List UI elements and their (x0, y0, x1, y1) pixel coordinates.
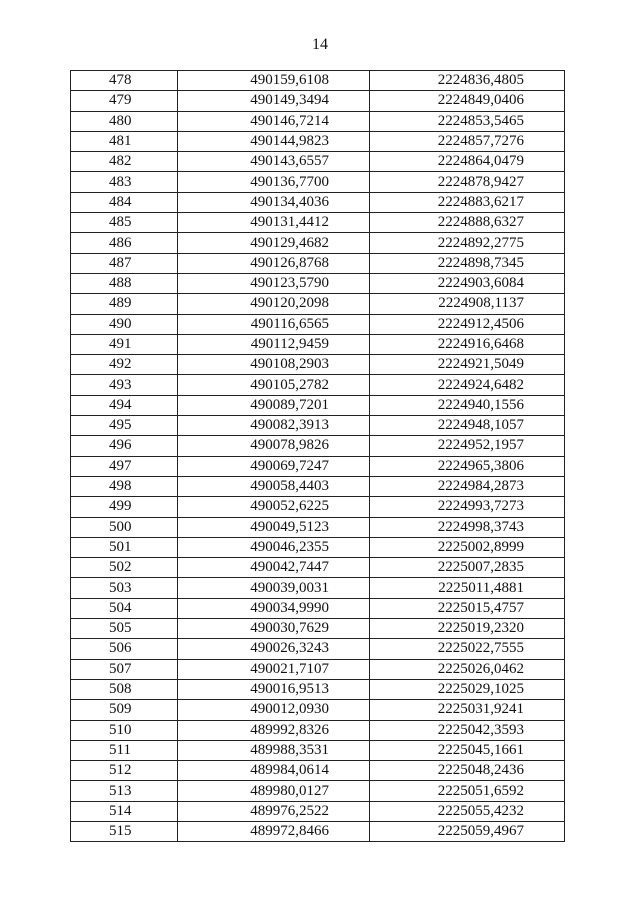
y-coordinate-cell: 2224849,0406 (370, 91, 565, 111)
x-coordinate-cell: 489984,0614 (178, 761, 370, 781)
y-coordinate-cell: 2224898,7345 (370, 253, 565, 273)
table-row (71, 71, 565, 91)
y-coordinate-cell: 2224940,1556 (370, 395, 565, 415)
x-coordinate-cell: 490082,3913 (178, 416, 370, 436)
point-number-cell: 485 (71, 213, 178, 233)
table-row (71, 476, 565, 496)
table-row (71, 294, 565, 314)
y-coordinate-cell: 2225011,4881 (370, 578, 565, 598)
table-row (71, 740, 565, 760)
point-number-cell: 483 (71, 172, 178, 192)
table-row (71, 781, 565, 801)
table-row (71, 619, 565, 639)
point-number-cell: 514 (71, 801, 178, 821)
x-coordinate-cell: 490116,6565 (178, 314, 370, 334)
x-coordinate-cell: 490069,7247 (178, 456, 370, 476)
x-coordinate-cell: 490042,7447 (178, 558, 370, 578)
table-row (71, 152, 565, 172)
point-number-cell: 497 (71, 456, 178, 476)
point-number-cell: 484 (71, 192, 178, 212)
point-number-cell: 480 (71, 111, 178, 131)
x-coordinate-cell: 490105,2782 (178, 375, 370, 395)
table-row (71, 598, 565, 618)
point-number-cell: 499 (71, 497, 178, 517)
y-coordinate-cell: 2224883,6217 (370, 192, 565, 212)
x-coordinate-cell: 489976,2522 (178, 801, 370, 821)
x-coordinate-cell: 490134,4036 (178, 192, 370, 212)
coordinates-table (70, 70, 565, 842)
point-number-cell: 478 (71, 71, 178, 91)
x-coordinate-cell: 489972,8466 (178, 821, 370, 841)
x-coordinate-cell: 490078,9826 (178, 436, 370, 456)
x-coordinate-cell: 490108,2903 (178, 355, 370, 375)
table-row (71, 821, 565, 841)
table-row (71, 639, 565, 659)
x-coordinate-cell: 490046,2355 (178, 537, 370, 557)
y-coordinate-cell: 2224916,6468 (370, 334, 565, 354)
y-coordinate-cell: 2224857,7276 (370, 131, 565, 151)
y-coordinate-cell: 2225029,1025 (370, 679, 565, 699)
table-row (71, 416, 565, 436)
point-number-cell: 505 (71, 619, 178, 639)
point-number-cell: 507 (71, 659, 178, 679)
x-coordinate-cell: 489992,8326 (178, 720, 370, 740)
x-coordinate-cell: 490144,9823 (178, 131, 370, 151)
point-number-cell: 489 (71, 294, 178, 314)
x-coordinate-cell: 490146,7214 (178, 111, 370, 131)
x-coordinate-cell: 490021,7107 (178, 659, 370, 679)
x-coordinate-cell: 490058,4403 (178, 476, 370, 496)
point-number-cell: 490 (71, 314, 178, 334)
table-row (71, 436, 565, 456)
y-coordinate-cell: 2224965,3806 (370, 456, 565, 476)
table-row (71, 192, 565, 212)
table-row (71, 761, 565, 781)
point-number-cell: 488 (71, 273, 178, 293)
point-number-cell: 500 (71, 517, 178, 537)
table-row (71, 537, 565, 557)
x-coordinate-cell: 490149,3494 (178, 91, 370, 111)
x-coordinate-cell: 490052,6225 (178, 497, 370, 517)
table-row (71, 801, 565, 821)
point-number-cell: 501 (71, 537, 178, 557)
y-coordinate-cell: 2225026,0462 (370, 659, 565, 679)
point-number-cell: 482 (71, 152, 178, 172)
table-row (71, 233, 565, 253)
point-number-cell: 493 (71, 375, 178, 395)
y-coordinate-cell: 2225048,2436 (370, 761, 565, 781)
x-coordinate-cell: 490089,7201 (178, 395, 370, 415)
y-coordinate-cell: 2225051,6592 (370, 781, 565, 801)
y-coordinate-cell: 2224853,5465 (370, 111, 565, 131)
table-row (71, 273, 565, 293)
y-coordinate-cell: 2225042,3593 (370, 720, 565, 740)
x-coordinate-cell: 489980,0127 (178, 781, 370, 801)
point-number-cell: 498 (71, 476, 178, 496)
point-number-cell: 486 (71, 233, 178, 253)
x-coordinate-cell: 490039,0031 (178, 578, 370, 598)
y-coordinate-cell: 2224908,1137 (370, 294, 565, 314)
y-coordinate-cell: 2224921,5049 (370, 355, 565, 375)
x-coordinate-cell: 490123,5790 (178, 273, 370, 293)
x-coordinate-cell: 490129,4682 (178, 233, 370, 253)
point-number-cell: 506 (71, 639, 178, 659)
table-row (71, 91, 565, 111)
point-number-cell: 513 (71, 781, 178, 801)
y-coordinate-cell: 2225055,4232 (370, 801, 565, 821)
y-coordinate-cell: 2224993,7273 (370, 497, 565, 517)
x-coordinate-cell: 490026,3243 (178, 639, 370, 659)
point-number-cell: 494 (71, 395, 178, 415)
y-coordinate-cell: 2225015,4757 (370, 598, 565, 618)
table-row (71, 700, 565, 720)
y-coordinate-cell: 2224952,1957 (370, 436, 565, 456)
x-coordinate-cell: 490112,9459 (178, 334, 370, 354)
x-coordinate-cell: 490126,8768 (178, 253, 370, 273)
x-coordinate-cell: 490030,7629 (178, 619, 370, 639)
table-row (71, 131, 565, 151)
table-row (71, 456, 565, 476)
x-coordinate-cell: 490143,6557 (178, 152, 370, 172)
table-row (71, 395, 565, 415)
point-number-cell: 502 (71, 558, 178, 578)
table-row (71, 375, 565, 395)
table-row (71, 558, 565, 578)
table-row (71, 679, 565, 699)
point-number-cell: 495 (71, 416, 178, 436)
y-coordinate-cell: 2224864,0479 (370, 152, 565, 172)
point-number-cell: 509 (71, 700, 178, 720)
y-coordinate-cell: 2224998,3743 (370, 517, 565, 537)
y-coordinate-cell: 2225022,7555 (370, 639, 565, 659)
y-coordinate-cell: 2224924,6482 (370, 375, 565, 395)
x-coordinate-cell: 490049,5123 (178, 517, 370, 537)
point-number-cell: 512 (71, 761, 178, 781)
point-number-cell: 491 (71, 334, 178, 354)
y-coordinate-cell: 2224878,9427 (370, 172, 565, 192)
point-number-cell: 508 (71, 679, 178, 699)
table-row (71, 659, 565, 679)
y-coordinate-cell: 2224888,6327 (370, 213, 565, 233)
table-row (71, 111, 565, 131)
x-coordinate-cell: 490034,9990 (178, 598, 370, 618)
y-coordinate-cell: 2225045,1661 (370, 740, 565, 760)
table-row (71, 314, 565, 334)
page-number: 14 (312, 36, 328, 53)
point-number-cell: 479 (71, 91, 178, 111)
point-number-cell: 487 (71, 253, 178, 273)
y-coordinate-cell: 2224836,4805 (370, 71, 565, 91)
table-row (71, 355, 565, 375)
table-row (71, 578, 565, 598)
y-coordinate-cell: 2224892,2775 (370, 233, 565, 253)
coordinates-table-body (71, 71, 565, 842)
point-number-cell: 492 (71, 355, 178, 375)
y-coordinate-cell: 2224903,6084 (370, 273, 565, 293)
x-coordinate-cell: 490016,9513 (178, 679, 370, 699)
y-coordinate-cell: 2225007,2835 (370, 558, 565, 578)
table-row (71, 172, 565, 192)
point-number-cell: 503 (71, 578, 178, 598)
y-coordinate-cell: 2225059,4967 (370, 821, 565, 841)
y-coordinate-cell: 2224948,1057 (370, 416, 565, 436)
table-row (71, 720, 565, 740)
point-number-cell: 481 (71, 131, 178, 151)
y-coordinate-cell: 2225019,2320 (370, 619, 565, 639)
point-number-cell: 511 (71, 740, 178, 760)
table-row (71, 334, 565, 354)
x-coordinate-cell: 490120,2098 (178, 294, 370, 314)
x-coordinate-cell: 490131,4412 (178, 213, 370, 233)
x-coordinate-cell: 490159,6108 (178, 71, 370, 91)
table-row (71, 213, 565, 233)
y-coordinate-cell: 2225002,8999 (370, 537, 565, 557)
x-coordinate-cell: 489988,3531 (178, 740, 370, 760)
x-coordinate-cell: 490012,0930 (178, 700, 370, 720)
table-row (71, 517, 565, 537)
x-coordinate-cell: 490136,7700 (178, 172, 370, 192)
point-number-cell: 515 (71, 821, 178, 841)
y-coordinate-cell: 2225031,9241 (370, 700, 565, 720)
point-number-cell: 496 (71, 436, 178, 456)
point-number-cell: 510 (71, 720, 178, 740)
y-coordinate-cell: 2224984,2873 (370, 476, 565, 496)
y-coordinate-cell: 2224912,4506 (370, 314, 565, 334)
table-row (71, 253, 565, 273)
table-row (71, 497, 565, 517)
point-number-cell: 504 (71, 598, 178, 618)
